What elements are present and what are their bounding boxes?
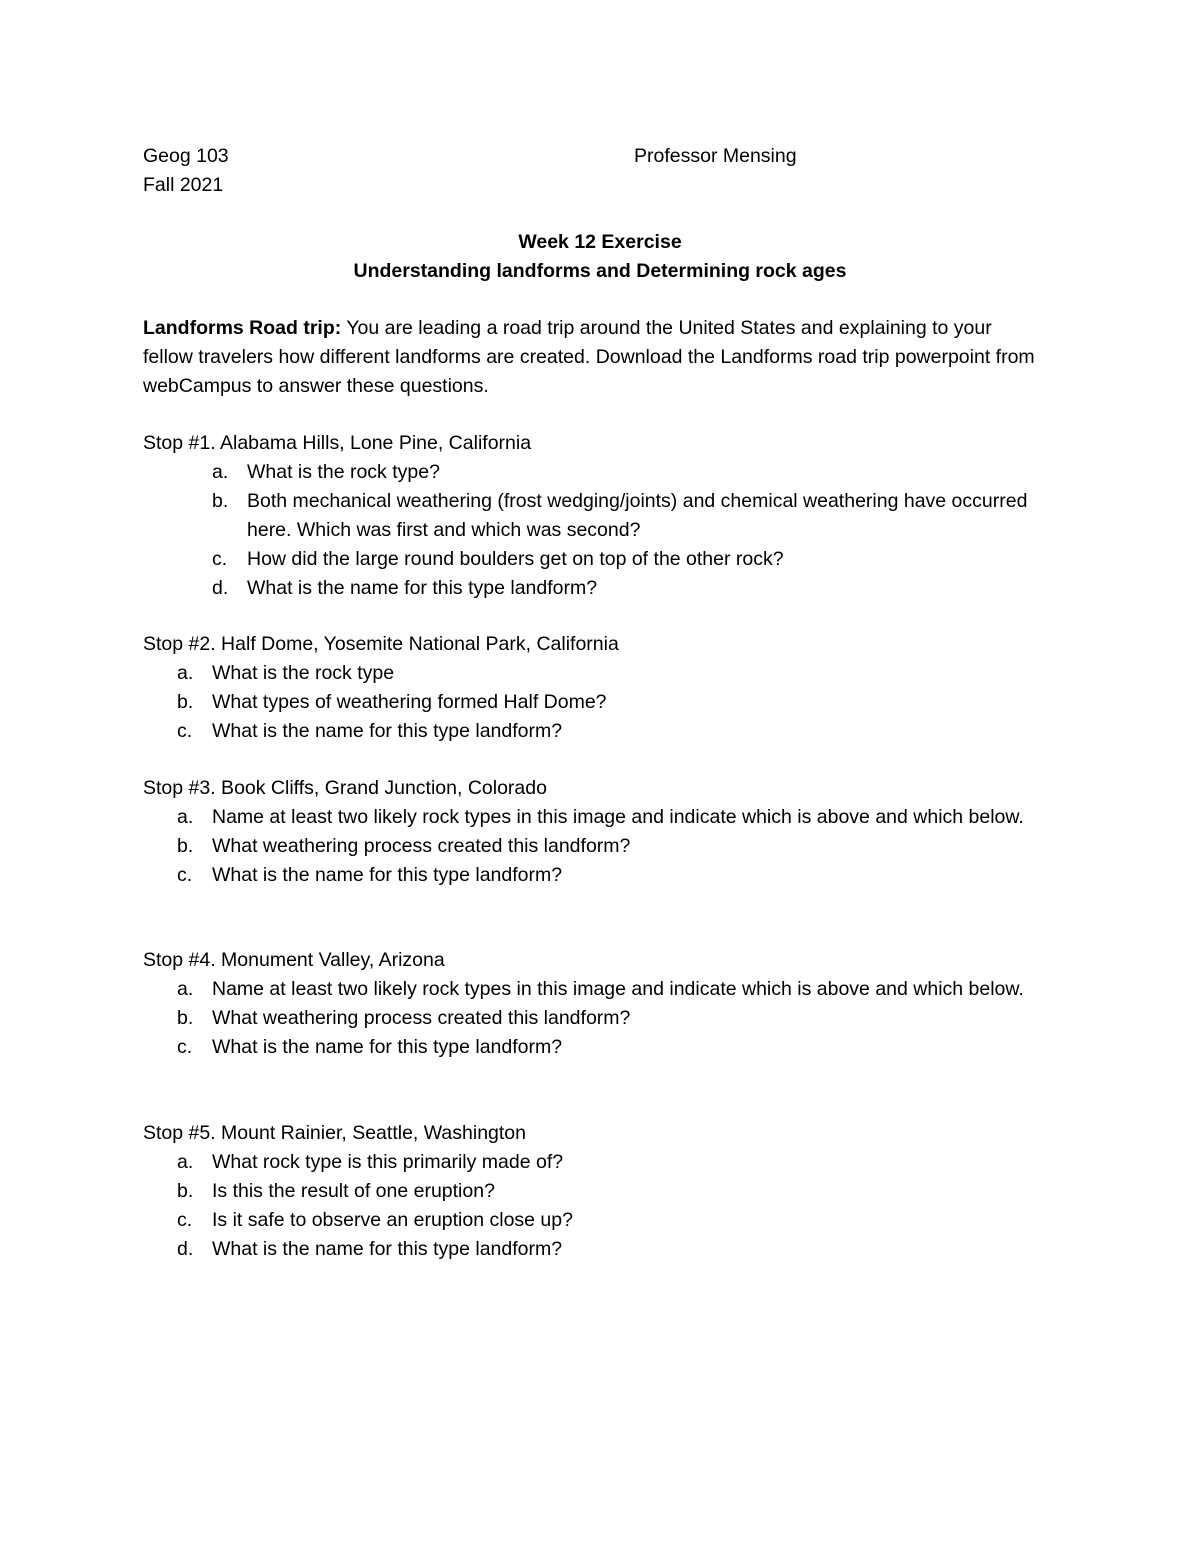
question-text: What is the rock type? [247,461,440,483]
question-text: Both mechanical weathering (frost wedging/joints) and chemical weathering have occurred here. Which was first and which was second? [247,490,1028,541]
question-text: What weathering process created this landform? [212,835,631,857]
question-letter: d. [177,1238,194,1260]
question-text: Is this the result of one eruption? [212,1180,495,1202]
question-letter: d. [212,577,229,599]
stop-heading: Stop #1. Alabama Hills, Lone Pine, California [143,432,532,454]
stop-heading: Stop #5. Mount Rainier, Seattle, Washington [143,1122,527,1144]
question-text: What is the name for this type landform? [212,720,563,742]
stop-heading: Stop #4. Monument Valley, Arizona [143,949,445,971]
question-letter: b. [177,1180,194,1202]
question-item [143,688,1063,717]
course-label: Geog 103 [143,145,229,167]
question-list [143,803,1063,890]
professor-label: Professor Mensing [634,145,797,167]
question-item [143,1033,1063,1062]
question-letter: c. [177,720,193,742]
term-label: Fall 2021 [143,174,224,196]
question-letter: c. [212,548,228,570]
intro-paragraph [143,314,1043,401]
question-item [143,832,1063,861]
question-letter: a. [177,978,194,1000]
question-list [143,975,1063,1062]
question-list [143,659,1063,746]
question-text: Name at least two likely rock types in this image and indicate which is above and which below. [212,806,1024,828]
question-item [143,1177,1063,1206]
question-item [143,1235,1063,1264]
question-letter: a. [212,461,229,483]
question-item [143,545,1063,574]
question-item [143,717,1063,746]
stop-heading: Stop #3. Book Cliffs, Grand Junction, Colorado [143,777,547,799]
question-item [143,1004,1063,1033]
stop-1 [143,429,1063,603]
intro-text: You are leading a road trip around the United States and explaining to your fellow travelers how different landforms are created. Download the Landforms road trip powerpoint from webCampus to answer these questions. [143,317,1035,397]
question-list [143,1148,1063,1264]
question-text: Name at least two likely rock types in this image and indicate which is above and which below. [212,978,1024,1000]
question-text: What weathering process created this landform? [212,1007,631,1029]
question-letter: a. [177,662,194,684]
question-letter: a. [177,806,194,828]
question-text: What is the name for this type landform? [247,577,598,599]
question-text: What is the rock type [212,662,395,684]
exercise-title: Week 12 Exercise [518,231,682,253]
question-letter: b. [177,691,194,713]
question-text: Is it safe to observe an eruption close up? [212,1209,573,1231]
exercise-subtitle: Understanding landforms and Determining rock ages [353,260,847,282]
question-text: What types of weathering formed Half Dome? [212,691,607,713]
stop-heading: Stop #2. Half Dome, Yosemite National Park, California [143,633,619,655]
question-item [143,659,1063,688]
stop-5 [143,1119,1063,1264]
question-item [143,1148,1063,1177]
question-list [143,458,1063,603]
question-text: What rock type is this primarily made of? [212,1151,564,1173]
question-letter: a. [177,1151,194,1173]
intro-lead: Landforms Road trip [143,317,335,339]
question-letter: b. [212,490,229,512]
question-item [143,574,1063,603]
intro-colon: : [334,317,342,339]
question-text: What is the name for this type landform? [212,1036,563,1058]
question-text: What is the name for this type landform? [212,1238,563,1260]
question-text: How did the large round boulders get on top of the other rock? [247,548,784,570]
stop-3 [143,774,1063,890]
question-item [143,1206,1063,1235]
question-letter: c. [177,1036,193,1058]
question-letter: b. [177,835,194,857]
question-letter: b. [177,1007,194,1029]
question-item [143,487,1063,545]
stop-2 [143,630,1063,746]
question-letter: c. [177,864,193,886]
question-item [143,458,1063,487]
stop-4 [143,946,1063,1062]
question-text: What is the name for this type landform? [212,864,563,886]
question-letter: c. [177,1209,193,1231]
question-item [143,803,1063,832]
question-item [143,975,1063,1004]
question-item [143,861,1063,890]
